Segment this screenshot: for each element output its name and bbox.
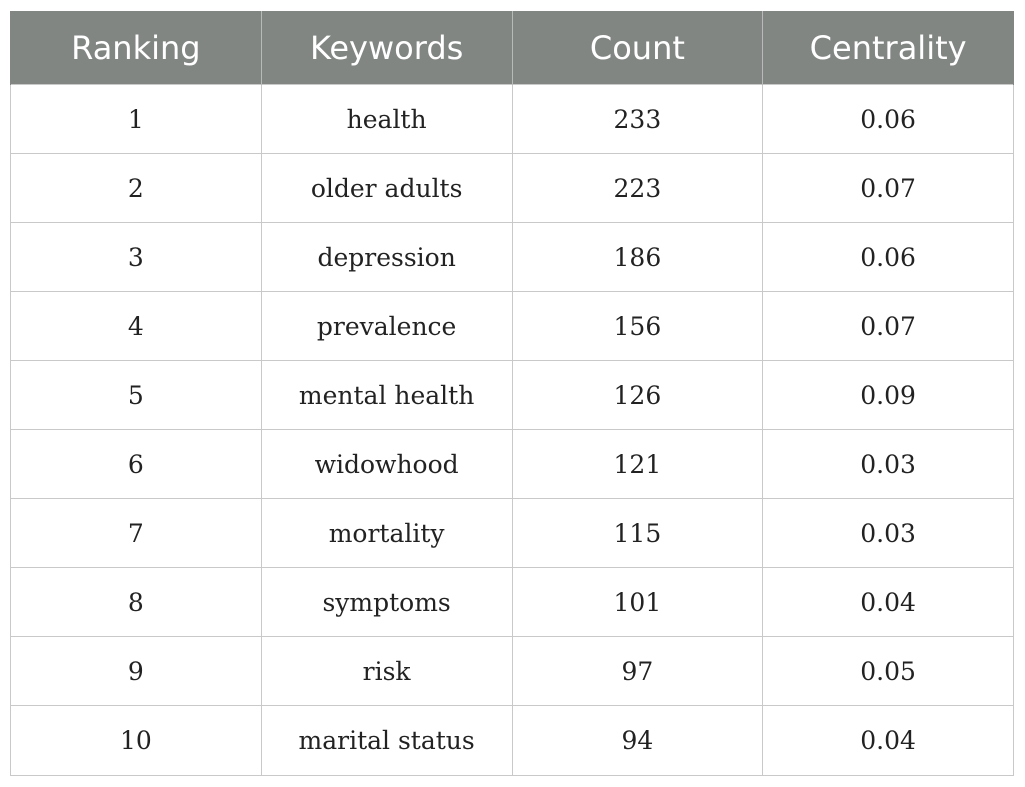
table-row xyxy=(11,706,1014,776)
count-cell: 115 xyxy=(512,499,763,568)
keyword-cell: symptoms xyxy=(261,568,512,637)
ranking-cell: 1 xyxy=(11,85,262,154)
table-row xyxy=(11,292,1014,361)
table-row xyxy=(11,637,1014,706)
centrality-cell: 0.07 xyxy=(763,292,1014,361)
table-row xyxy=(11,430,1014,499)
table-row xyxy=(11,154,1014,223)
ranking-cell: 5 xyxy=(11,361,262,430)
ranking-cell: 9 xyxy=(11,637,262,706)
keyword-cell: mental health xyxy=(261,361,512,430)
keyword-cell: prevalence xyxy=(261,292,512,361)
column-header-ranking: Ranking xyxy=(11,11,262,85)
table-header-row xyxy=(11,11,1014,85)
count-cell: 223 xyxy=(512,154,763,223)
ranking-cell: 10 xyxy=(11,706,262,776)
keyword-cell: risk xyxy=(261,637,512,706)
table-row xyxy=(11,568,1014,637)
column-header-count: Count xyxy=(512,11,763,85)
ranking-cell: 2 xyxy=(11,154,262,223)
ranking-cell: 6 xyxy=(11,430,262,499)
column-header-centrality: Centrality xyxy=(763,11,1014,85)
centrality-cell: 0.05 xyxy=(763,637,1014,706)
table-row xyxy=(11,361,1014,430)
keyword-cell: older adults xyxy=(261,154,512,223)
count-cell: 94 xyxy=(512,706,763,776)
keyword-cell: widowhood xyxy=(261,430,512,499)
centrality-cell: 0.06 xyxy=(763,85,1014,154)
count-cell: 186 xyxy=(512,223,763,292)
keyword-cell: health xyxy=(261,85,512,154)
keyword-cell: mortality xyxy=(261,499,512,568)
table-row xyxy=(11,499,1014,568)
ranking-cell: 3 xyxy=(11,223,262,292)
centrality-cell: 0.07 xyxy=(763,154,1014,223)
count-cell: 101 xyxy=(512,568,763,637)
ranking-cell: 8 xyxy=(11,568,262,637)
count-cell: 126 xyxy=(512,361,763,430)
centrality-cell: 0.09 xyxy=(763,361,1014,430)
keywords-table xyxy=(10,11,1014,776)
centrality-cell: 0.03 xyxy=(763,499,1014,568)
table-row xyxy=(11,85,1014,154)
column-header-keywords: Keywords xyxy=(261,11,512,85)
count-cell: 233 xyxy=(512,85,763,154)
keyword-cell: marital status xyxy=(261,706,512,776)
centrality-cell: 0.04 xyxy=(763,568,1014,637)
count-cell: 156 xyxy=(512,292,763,361)
keyword-cell: depression xyxy=(261,223,512,292)
ranking-cell: 7 xyxy=(11,499,262,568)
centrality-cell: 0.04 xyxy=(763,706,1014,776)
ranking-cell: 4 xyxy=(11,292,262,361)
count-cell: 97 xyxy=(512,637,763,706)
table-row xyxy=(11,223,1014,292)
centrality-cell: 0.06 xyxy=(763,223,1014,292)
centrality-cell: 0.03 xyxy=(763,430,1014,499)
keywords-table-container xyxy=(10,11,1014,776)
count-cell: 121 xyxy=(512,430,763,499)
